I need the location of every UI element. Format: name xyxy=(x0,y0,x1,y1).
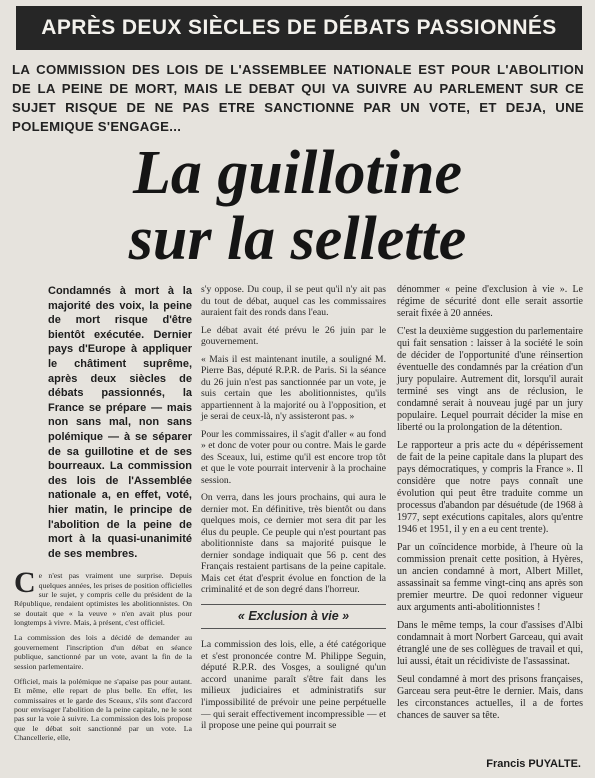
body-paragraph: s'y oppose. Du coup, il se peut qu'il n'y ait pas du tout de débat, auquel cas les commissaires auraient fait des ronds dans l'eau. xyxy=(201,284,386,319)
headline-line-1: La guillotine xyxy=(133,139,462,207)
body-paragraph: La commission des lois, elle, a été catégorique et s'est prononcée contre M. Philippe Seguin, député R.P.R. des Vosges, a souligné qu'un accord unanime paraît s'être fait dans les milieux judiciaires et administratifs sur l'impossibilité de prévoir une peine perpétuelle — qui serait effectivement incompressible — et il propose une peine qui pourrait se xyxy=(201,639,386,732)
article-column-1 xyxy=(14,284,192,748)
lead-paragraph: Condamnés à mort à la majorité des voix, la peine de mort risque d'être bientôt exécutée. Dernier pays d'Europe à appliquer le châtiment suprême, après deux siècles de débats passionnés, la France se prépare — mais non sans mal, non sans polémique — à se séparer de sa guillotine et de ses bourreaux. La commission des lois de l'Assemblée nationale a, en effet, voté, hier matin, le principe de l'abolition de la peine de mort à la quasi-unanimité de ses membres. xyxy=(48,285,192,560)
headline-line-2: sur la sellette xyxy=(128,205,467,273)
deck-subheading: LA COMMISSION DES LOIS DE L'ASSEMBLEE NATIONALE EST POUR L'ABOLITION DE LA PEINE DE MORT, MAIS LE DEBAT QUI VA SUIVRE AU PARLEMENT SUR CE SUJET RISQUE DE NE PAS ETRE SANCTIONNE PAR UN VOTE, ET DEJA, UNE POLEMIQUE S'ENGAGE... xyxy=(12,62,584,134)
banner-headline: APRÈS DEUX SIÈCLES DE DÉBATS PASSIONNÉS xyxy=(16,6,582,50)
body-paragraph: Le débat avait été prévu le 26 juin par le gouvernement. xyxy=(201,324,386,348)
body-paragraph: Pour les commissaires, il s'agit d'aller « au fond » et donc de voter pour ou contre. Mais le garde des Sceaux, lui, estime qu'il est encore trop tôt et que le vote pourrait intervenir à la prochaine session. xyxy=(201,428,386,486)
article-column-2 xyxy=(201,284,386,738)
body-paragraph: La commission des lois a décidé de demander au gouvernement l'inscription d'un débat en séance publique, sanctionné par un vote, avant la fin de la session parlementaire. xyxy=(14,633,192,671)
body-paragraph: « Mais il est maintenant inutile, a souligné M. Pierre Bas, député R.P.R. de Paris. Si la séance du 26 juin n'est pas sanctionnée par un vote, je suis certain que les abolitionnistes, qu'ils appartiennent à la majorité ou à l'opposition, et je serai de ceux-là, n'y assisteront pas. » xyxy=(201,353,386,423)
body-paragraph: Ce n'est pas vraiment une surprise. Depuis quelques années, les prises de position officielles sur le sujet, y compris celle du président de la République, rendaient optimistes les abolitionnistes. On se doutait que « la veuve » n'en avait plus pour longtemps à vivre. Mais, à présent, c'est officiel. xyxy=(14,566,192,628)
body-paragraph: Officiel, mais la polémique ne s'apaise pas pour autant. Et même, elle repart de plus belle. En effet, les commissaires et le garde des Sceaux, s'ils sont d'accord pour envisager l'abolition de la peine capitale, ne le sont pas sur la voie à suivre. La commission des lois propose que le débat soit sanctionné par un vote. La Chancellerie, elle, xyxy=(14,676,192,743)
body-paragraph: Dans le même temps, la cour d'assises d'Albi condamnait à mort Norbert Garceau, qui avait étranglé une de ses collègues de travail et qui, lui aussi, était un récidiviste de l'assassinat. xyxy=(397,620,583,667)
section-subhead: « Exclusion à vie » xyxy=(201,604,386,630)
body-paragraph: C'est la deuxième suggestion du parlementaire qui fait sensation : laisser à la société le soin de décider de l'opportunité d'une réinsertion éventuelle des condamnés par la création d'un jury populaire. Autrement dit, lorsqu'il aurait terminé ses vingt ans de réclusion, le condamné serait à nouveau jugé par un jury populaire. Lequel pourrait décider la mise en liberté ou la prolongation de la détention. xyxy=(397,326,583,433)
main-headline xyxy=(0,140,595,272)
body-paragraph: Le rapporteur a pris acte du « dépérissement de fait de la peine capitale dans la plupart des pays démocratiques, y compris la France ». Il considère que notre pays connaît une évolution qui peut être traduite comme un processus d'abandon par désuétude (de 1968 à 1977, sept exécutions capitales, alors qu'entre 1946 et 1951, il y en a eu cent trente). xyxy=(397,440,583,535)
body-paragraph: Seul condamné à mort des prisons françaises, Garceau sera peut-être le dernier. Mais, dans les circonstances actuelles, il a de fortes chances de sauver sa tête. xyxy=(397,674,583,721)
body-paragraph: On verra, dans les jours prochains, qui aura le dernier mot. En définitive, très bientôt ou dans quelques mois, ce dernier mot sera dit par les élus du peuple. Ce peuple qui n'est pourtant pas abolitionniste dans sa majorité puisque le dernier sondage indiquait que 56 p. cent des Français restaient partisans de la peine capitale. Mais cet état d'esprit évolue en fonction de la criminalité et de son degré dans l'horreur. xyxy=(201,492,386,596)
article-column-3 xyxy=(397,284,583,728)
body-paragraph: Par un coïncidence morbide, à l'heure où la commission prenait cette position, à Hyères, un ancien condamné à mort, Albert Millet, assassinait sa femme vingt-cinq ans après son premier meurtre. De quoi redonner vigueur aux arguments anti-abolitionnistes ! xyxy=(397,542,583,613)
author-byline: Francis PUYALTE. xyxy=(486,758,581,770)
body-paragraph: dénommer « peine d'exclusion à vie ». Le régime de sécurité dont elle serait assortie serait fixée à 20 années. xyxy=(397,284,583,319)
